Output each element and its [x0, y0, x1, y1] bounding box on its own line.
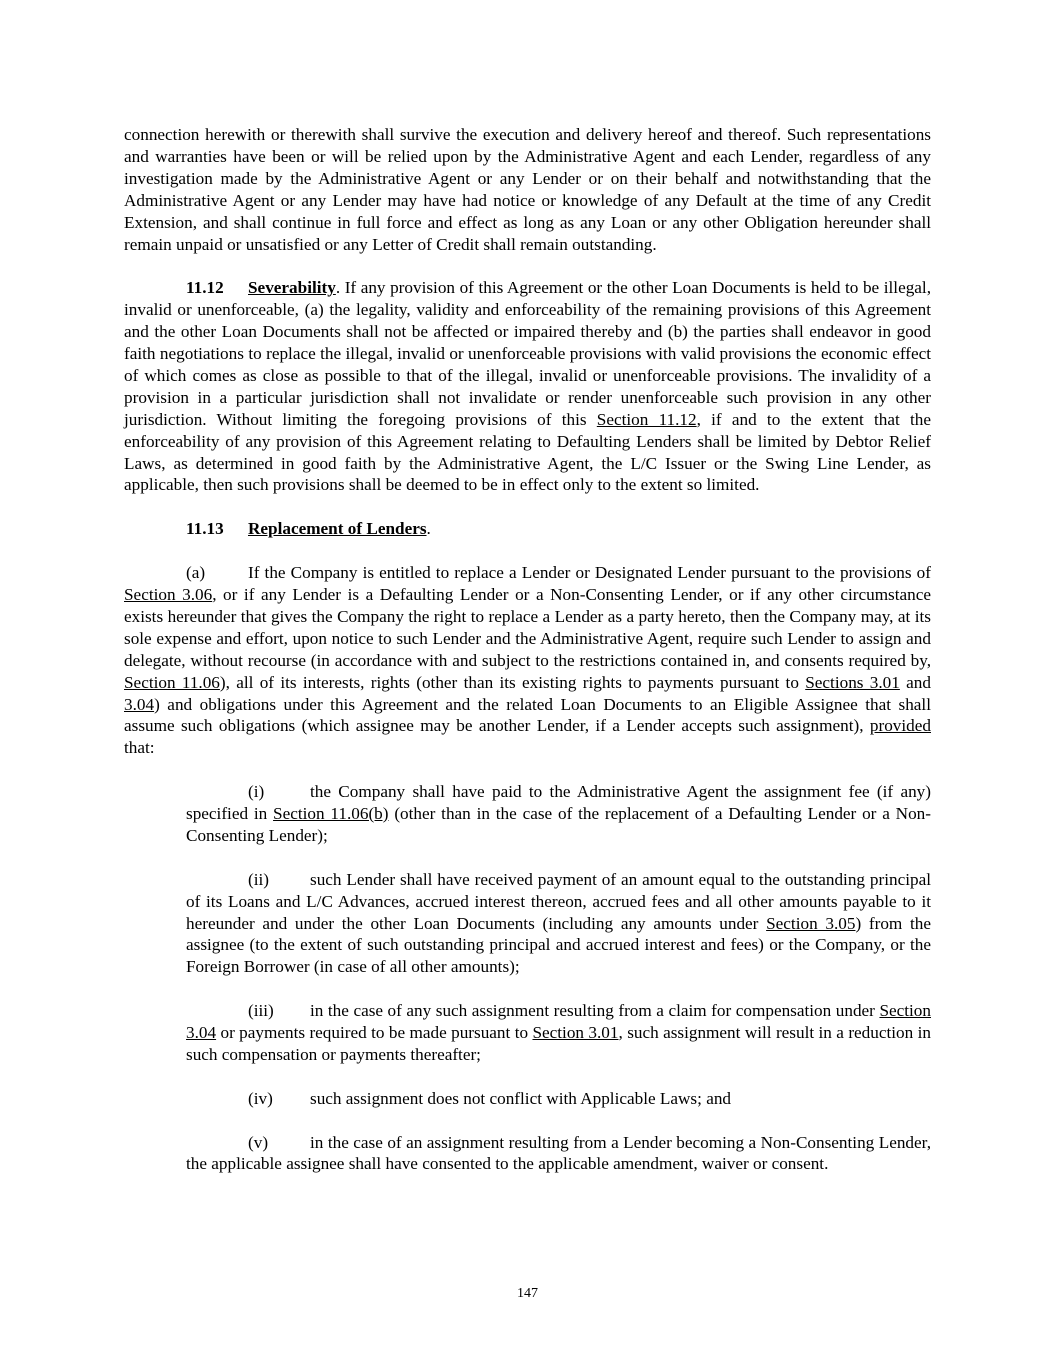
clause-text: , such assignment will result in a reduction in such compensation or payments thereafter;: [186, 1023, 931, 1064]
cross-reference: Section 3.06: [124, 584, 213, 604]
intro-text: connection herewith or therewith shall survive the execution and delivery hereof and thereof. Such representations and warranties have been or will be relied upon by the Administrative Agent and each Lender, regardless of any investigation made by the Administrative Agent or any Lender or on their behalf and notwithstanding that the Administrative Agent or any Lender may have had notice or knowledge of any Default at the time of any Credit Extension, and shall continue in full force and effect as long as any Loan or any other Obligation hereunder shall remain unpaid or unsatisfied or any Letter of Credit shall remain outstanding.: [124, 125, 931, 254]
section-number: 11.13: [186, 519, 224, 539]
paragraph-a: [124, 562, 931, 759]
clause-text: such Lender shall have received payment of an amount equal to the outstanding principal of its Loans and L/C Advances, accrued interest thereon, accrued fees and all other amounts payable to it hereunder and under the other Loan Documents (including any amounts under: [186, 869, 931, 933]
clause-text: (other than in the case of the replacement of a Defaulting Lender or a Non-Consenting Lender);: [186, 804, 931, 845]
paragraph-text: , or if any Lender is a Defaulting Lender or a Non-Consenting Lender, or if any other circumstance exists hereunder that gives the Company the right to replace a Lender as a party hereto, then the Company may, at its sole expense and effort, upon notice to such Lender and the Administrative Agent, require such Lender to assign and delegate, without recourse (in accordance with and subject to the restrictions contained in, and consents required by,: [124, 584, 932, 670]
cross-reference: 3.04: [124, 694, 155, 714]
heading-period: .: [426, 519, 431, 539]
clause-text: in the case of any such assignment resulting from a claim for compensation under: [310, 1001, 880, 1021]
clause-text: ) from the assignee (to the extent of such outstanding principal and accrued interest and fees) or the Company, or the Foreign Borrower (in case of all other amounts);: [186, 913, 931, 977]
cross-reference: Section 3.04: [186, 1001, 931, 1043]
paragraph-text: that:: [124, 738, 155, 758]
paragraph-text: and: [899, 672, 931, 692]
clause-v: [186, 1132, 931, 1176]
section-11-13-heading: [124, 518, 931, 540]
page-number: 147: [517, 1286, 538, 1301]
cross-reference: Section 11.06: [124, 672, 220, 692]
clause-text: in the case of an assignment resulting from a Lender becoming a Non-Consenting Lender, the applicable assignee shall have consented to the applicable amendment, waiver or consent.: [186, 1132, 931, 1174]
paragraph-label: (a): [186, 563, 206, 583]
clause-text: the Company shall have paid to the Administrative Agent the assignment fee (if any) specified in: [186, 782, 931, 824]
paragraph-text: ), all of its interests, rights (other than its existing rights to payments pursuant to: [219, 672, 806, 692]
clause-iii: [186, 1000, 931, 1066]
paragraph-text: , if and to the extent that the enforceability of any provision of this Agreement relating to Defaulting Lenders shall be limited by Debtor Relief Laws, as determined in good faith by the Administrative Agent, the L/C Issuer or the Swing Line Lender, as applicable, then such provisions shall be deemed to be in effect only to the extent so limited.: [124, 409, 931, 495]
cross-reference: Section 3.05: [766, 913, 856, 933]
clause-text: or payments required to be made pursuant to: [216, 1023, 533, 1043]
cross-reference: Section 3.01: [532, 1023, 619, 1043]
clause-label: (iii): [248, 1001, 274, 1021]
paragraph-text: ) and obligations under this Agreement and the related Loan Documents to an Eligible Assignee that shall assume such obligations (which assignee may be another Lender, if a Lender accepts such assignment),: [124, 694, 931, 736]
clause-label: (iv): [248, 1088, 273, 1108]
clause-iv: [186, 1088, 931, 1110]
clause-text: such assignment does not conflict with Applicable Laws; and: [310, 1088, 732, 1108]
section-number: 11.12: [186, 278, 224, 298]
paragraph-text: . If any provision of this Agreement or the other Loan Documents is held to be illegal, invalid or unenforceable, (a) the legality, validity and enforceability of the remaining provisions of this Agreement and the other Loan Documents shall not be affected or impaired thereby and (b) the parties shall endeavor in good faith negotiations to replace the illegal, invalid or unenforceable provisions with valid provisions the economic effect of which comes as close as possible to that of the illegal, invalid or unenforceable provisions. The invalidity of a provision in a particular jurisdiction shall not invalidate or render unenforceable such provision in any other jurisdiction. Without limiting the foregoing provisions of this: [124, 278, 931, 429]
paragraph-text: If the Company is entitled to replace a Lender or Designated Lender pursuant to the provisions of: [248, 563, 931, 583]
defined-term: provided: [869, 716, 931, 736]
cross-reference: Section 11.06(b): [273, 804, 389, 824]
clause-label: (ii): [248, 869, 269, 889]
clause-label: (i): [248, 782, 265, 802]
clause-label: (v): [248, 1132, 269, 1152]
section-title: Replacement of Lenders: [248, 519, 427, 539]
section-11-12-paragraph: [124, 277, 931, 496]
clause-ii: [186, 869, 931, 979]
cross-reference: Sections 3.01: [805, 672, 900, 692]
cross-reference: Section 11.12: [596, 409, 697, 429]
intro-paragraph: [124, 124, 931, 255]
section-title: Severability: [248, 278, 336, 298]
document-page: [124, 124, 931, 1175]
clause-i: [186, 781, 931, 847]
